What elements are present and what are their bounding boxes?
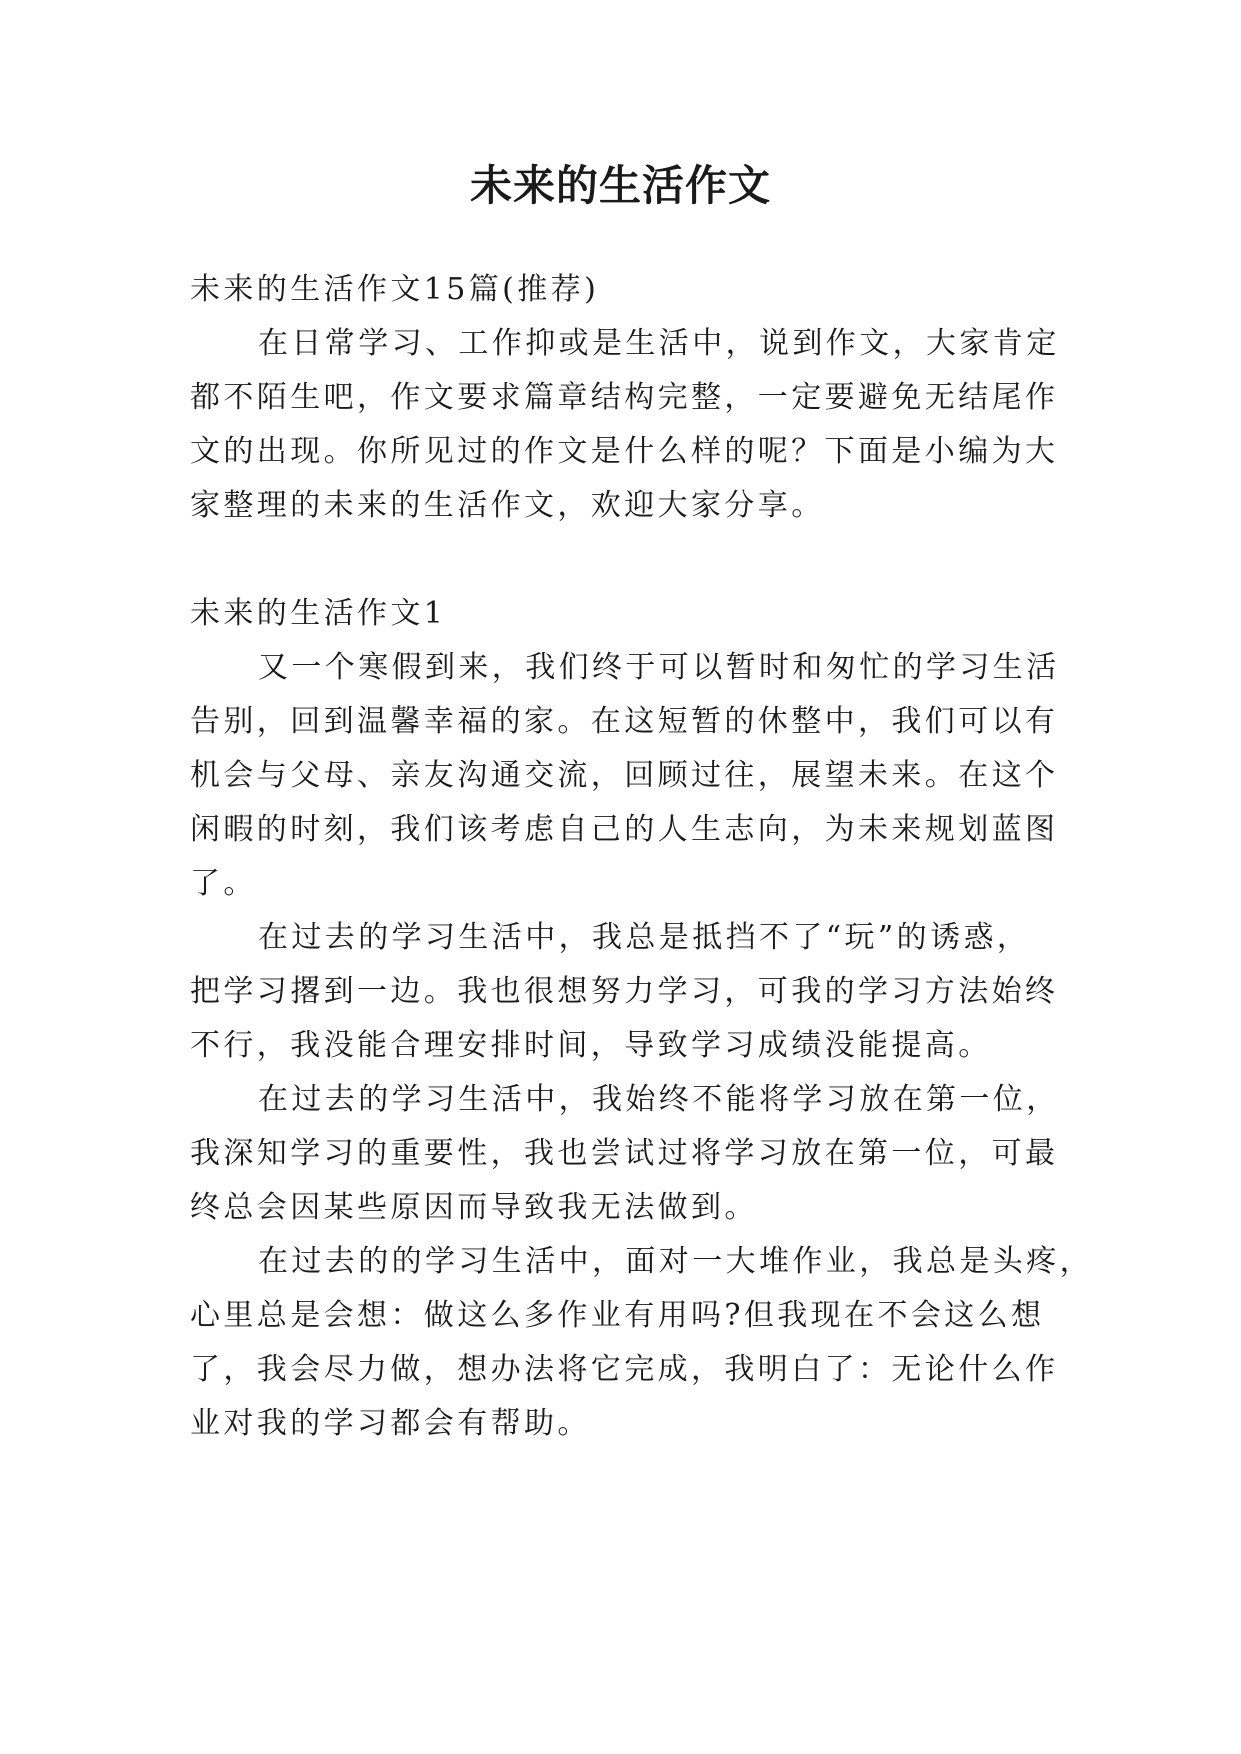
essay-paragraph-4 — [190, 1235, 1093, 1451]
paragraph-line: 终总会因某些原因而导致我无法做到。 — [190, 1190, 758, 1225]
paragraph-line: 在过去的学习生活中，我始终不能将学习放在第一位， — [258, 1082, 1060, 1117]
collection-heading: 未来的生活作文15篇(推荐) — [190, 272, 600, 307]
paragraph-line: 又一个寒假到来，我们终于可以暂时和匆忙的学习生活 — [258, 650, 1060, 685]
paragraph-line: 把学习撂到一边。我也很想努力学习，可我的学习方法始终 — [190, 974, 1059, 1009]
paragraph-line: 了。 — [190, 866, 257, 901]
paragraph-line: 闲暇的时刻，我们该考虑自己的人生志向，为未来规划蓝图 — [190, 812, 1059, 847]
paragraph-line: 在过去的学习生活中，我总是抵挡不了“玩”的诱惑， — [258, 920, 1031, 955]
paragraph-line: 告别，回到温馨幸福的家。在这短暂的休整中，我们可以有 — [190, 704, 1059, 739]
intro-line: 都不陌生吧，作文要求篇章结构完整，一定要避免无结尾作 — [190, 380, 1059, 415]
paragraph-line: 不行，我没能合理安排时间，导致学习成绩没能提高。 — [190, 1028, 992, 1063]
paragraph-line: 在过去的的学习生活中，面对一大堆作业，我总是头疼， — [258, 1244, 1093, 1279]
essay-paragraph-2 — [190, 911, 1059, 1073]
paragraph-line: 心里总是会想：做这么多作业有用吗?但我现在不会这么想 — [190, 1298, 1045, 1333]
intro-line: 家整理的未来的生活作文，欢迎大家分享。 — [190, 488, 825, 523]
essay-paragraph-1 — [190, 641, 1060, 911]
document-title: 未来的生活作文 — [469, 161, 771, 210]
paragraph-line: 业对我的学习都会有帮助。 — [190, 1406, 591, 1441]
intro-paragraph — [190, 317, 1060, 533]
paragraph-line: 我深知学习的重要性，我也尝试过将学习放在第一位，可最 — [190, 1136, 1059, 1171]
document-body — [190, 263, 1093, 1451]
paragraph-line: 机会与父母、亲友沟通交流，回顾过往，展望未来。在这个 — [190, 758, 1059, 793]
intro-line: 文的出现。你所见过的作文是什么样的呢？下面是小编为大 — [190, 434, 1059, 469]
blank-line — [190, 533, 1054, 587]
intro-line: 在日常学习、工作抑或是生活中，说到作文，大家肯定 — [258, 326, 1060, 361]
paragraph-line: 了，我会尽力做，想办法将它完成，我明白了：无论什么作 — [190, 1352, 1059, 1387]
essay-heading: 未来的生活作文1 — [190, 596, 447, 631]
essay-paragraph-3 — [190, 1073, 1060, 1235]
